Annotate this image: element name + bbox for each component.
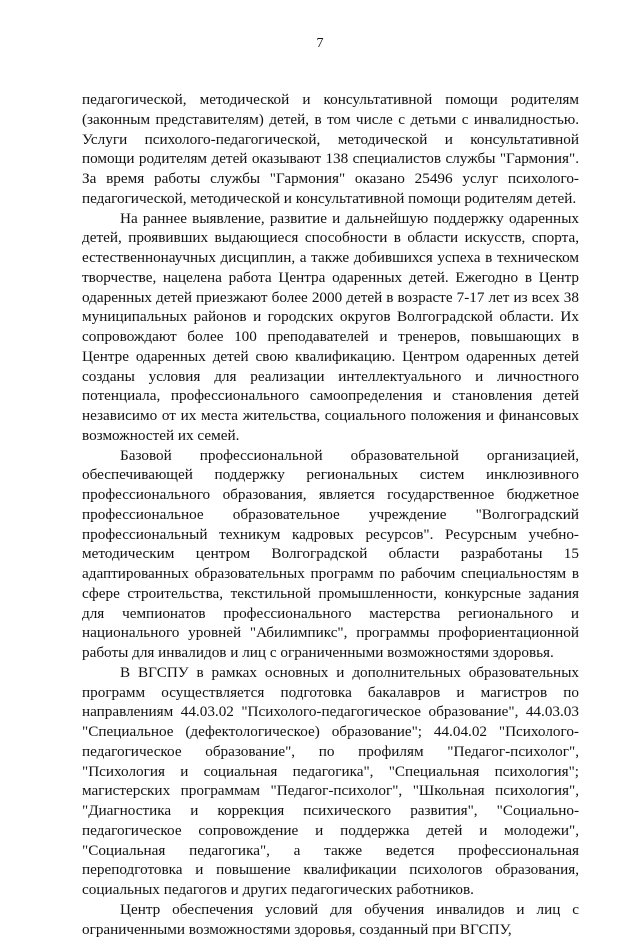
paragraph-inclusive-education: Базовой профессиональной образовательной организацией, обеспечивающей поддержку региональных систем инклюзивного профессионального образования, является государственное бюджетное профессиональное образовательное учреждение "Волгоградский профессиональный техникум кадровых ресурсов". Ресурсным учебно-методическим центром Волгоградской области разработаны 15 адаптированных образовательных программ по рабочим специальностям в сфере строительства, текстильной промышленности, конкурсные задания для чемпионатов профессионального мастерства регионального и национального уровней "Абилимпикс", программы профориентационной работы для инвалидов и лиц с ограниченными возможностями здоровья.: [82, 446, 579, 661]
paragraph-vgspu-programs: В ВГСПУ в рамках основных и дополнительных образовательных программ осуществляется подготовка бакалавров и магистров по направлениям 44.03.02 "Психолого-педагогическое образование", 44.03.03 "Специальное (дефектологическое) образование"; 44.04.02 "Психолого-педагогическое образование", по профилям "Педагог-психолог", "Психология и социальная педагогика", "Специальная психология"; магистерских программам "Педагог-психолог", "Школьная психология", "Диагностика и коррекция психического развития", "Социально-педагогическое сопровождение и поддержка детей и молодежи", "Социальная педагогика", а также ведется профессиональная переподготовка и повышение квалификации психологов образования, социальных педагогов и других педагогических работников.: [82, 663, 579, 898]
page-number: 7: [316, 36, 324, 51]
document-body: [82, 90, 579, 939]
paragraph-disability-center: Центр обеспечения условий для обучения инвалидов и лиц с ограниченными возможностями здоровья, созданный при ВГСПУ,: [82, 900, 579, 938]
paragraph-gifted-children-center: На раннее выявление, развитие и дальнейшую поддержку одаренных детей, проявивших выдающиеся способности в области искусств, спорта, естественнонаучных дисциплин, а также добившихся успеха в техническом творчестве, нацелена работа Центра одаренных детей. Ежегодно в Центр одаренных детей приезжают более 2000 детей в возрасте 7-17 лет из всех 38 муниципальных районов и городских округов Волгоградской области. Их сопровождают более 100 преподавателей и тренеров, повышающих в Центре одаренных детей свою квалификацию. Центром одаренных детей созданы условия для реализации интеллектуального и личностного потенциала, профессионального самоопределения и становления детей независимо от их места жительства, социального положения и финансовых возможностей их семей.: [82, 209, 579, 444]
paragraph-continued: педагогической, методической и консультативной помощи родителям (законным представителям) детей, в том числе с детьми с инвалидностью. Услуги психолого-педагогической, методической и консультативной помощи родителям детей оказывают 138 специалистов службы "Гармония". За время работы службы "Гармония" оказано 25496 услуг психолого-педагогической, методической и консультативной помощи родителям детей.: [82, 91, 579, 207]
